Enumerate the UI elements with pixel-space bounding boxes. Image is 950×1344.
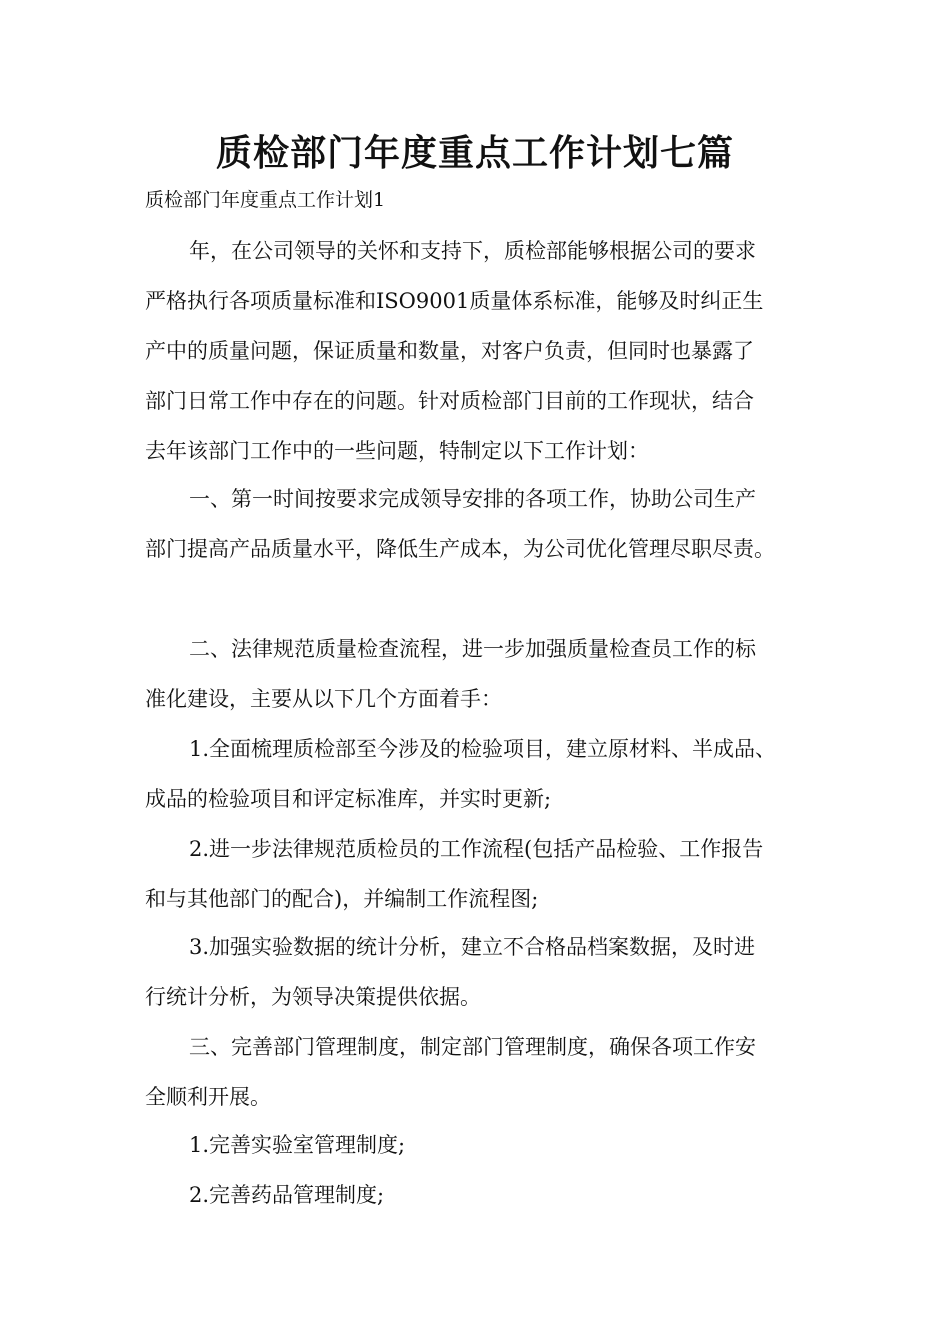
paragraph-line: 部门日常工作中存在的问题。针对质检部门目前的工作现状，结合 — [145, 389, 754, 413]
paragraph-item-2-1 — [145, 724, 825, 824]
paragraph-line: 准化建设，主要从以下几个方面着手： — [145, 687, 502, 711]
paragraph-section-1 — [145, 474, 825, 574]
paragraph-line: 3.加强实验数据的统计分析，建立不合格品档案数据，及时进 — [189, 935, 756, 959]
paragraph-line: 一、第一时间按要求完成领导安排的各项工作，协助公司生产 — [189, 487, 756, 511]
paragraph-line: 和与其他部门的配合)，并编制工作流程图; — [145, 887, 539, 911]
paragraph-line: 去年该部门工作中的一些问题，特制定以下工作计划： — [145, 439, 649, 463]
paragraph-line: 三、完善部门管理制度，制定部门管理制度，确保各项工作安 — [189, 1035, 756, 1059]
paragraph-intro — [145, 226, 825, 476]
paragraph-line: 产中的质量问题，保证质量和数量，对客户负责，但同时也暴露了 — [145, 339, 754, 363]
paragraph-line: 2.进一步法律规范质检员的工作流程(包括产品检验、工作报告 — [189, 837, 764, 861]
list-item: 2.完善药品管理制度; — [189, 1183, 385, 1207]
paragraph-line: 年，在公司领导的关怀和支持下，质检部能够根据公司的要求 — [189, 239, 756, 263]
paragraph-line: 行统计分析，为领导决策提供依据。 — [145, 985, 481, 1009]
paragraph-line: 严格执行各项质量标准和ISO9001质量体系标准，能够及时纠正生 — [145, 289, 764, 313]
document-title: 质检部门年度重点工作计划七篇 — [215, 132, 734, 174]
paragraph-line: 二、法律规范质量检查流程，进一步加强质量检查员工作的标 — [189, 637, 756, 661]
paragraph-section-3 — [145, 1022, 825, 1122]
paragraph-section-2 — [145, 624, 825, 724]
paragraph-line: 部门提高产品质量水平，降低生产成本，为公司优化管理尽职尽责。 — [145, 537, 775, 561]
paragraph-line: 成品的检验项目和评定标准库，并实时更新; — [145, 787, 552, 811]
paragraph-line: 全顺利开展。 — [145, 1085, 271, 1109]
paragraph-line: 1.全面梳理质检部至今涉及的检验项目，建立原材料、半成品、 — [189, 737, 777, 761]
document-subtitle: 质检部门年度重点工作计划1 — [145, 189, 386, 211]
paragraph-item-2-3 — [145, 922, 825, 1022]
list-item: 1.完善实验室管理制度; — [189, 1133, 406, 1157]
paragraph-item-2-2 — [145, 824, 825, 924]
